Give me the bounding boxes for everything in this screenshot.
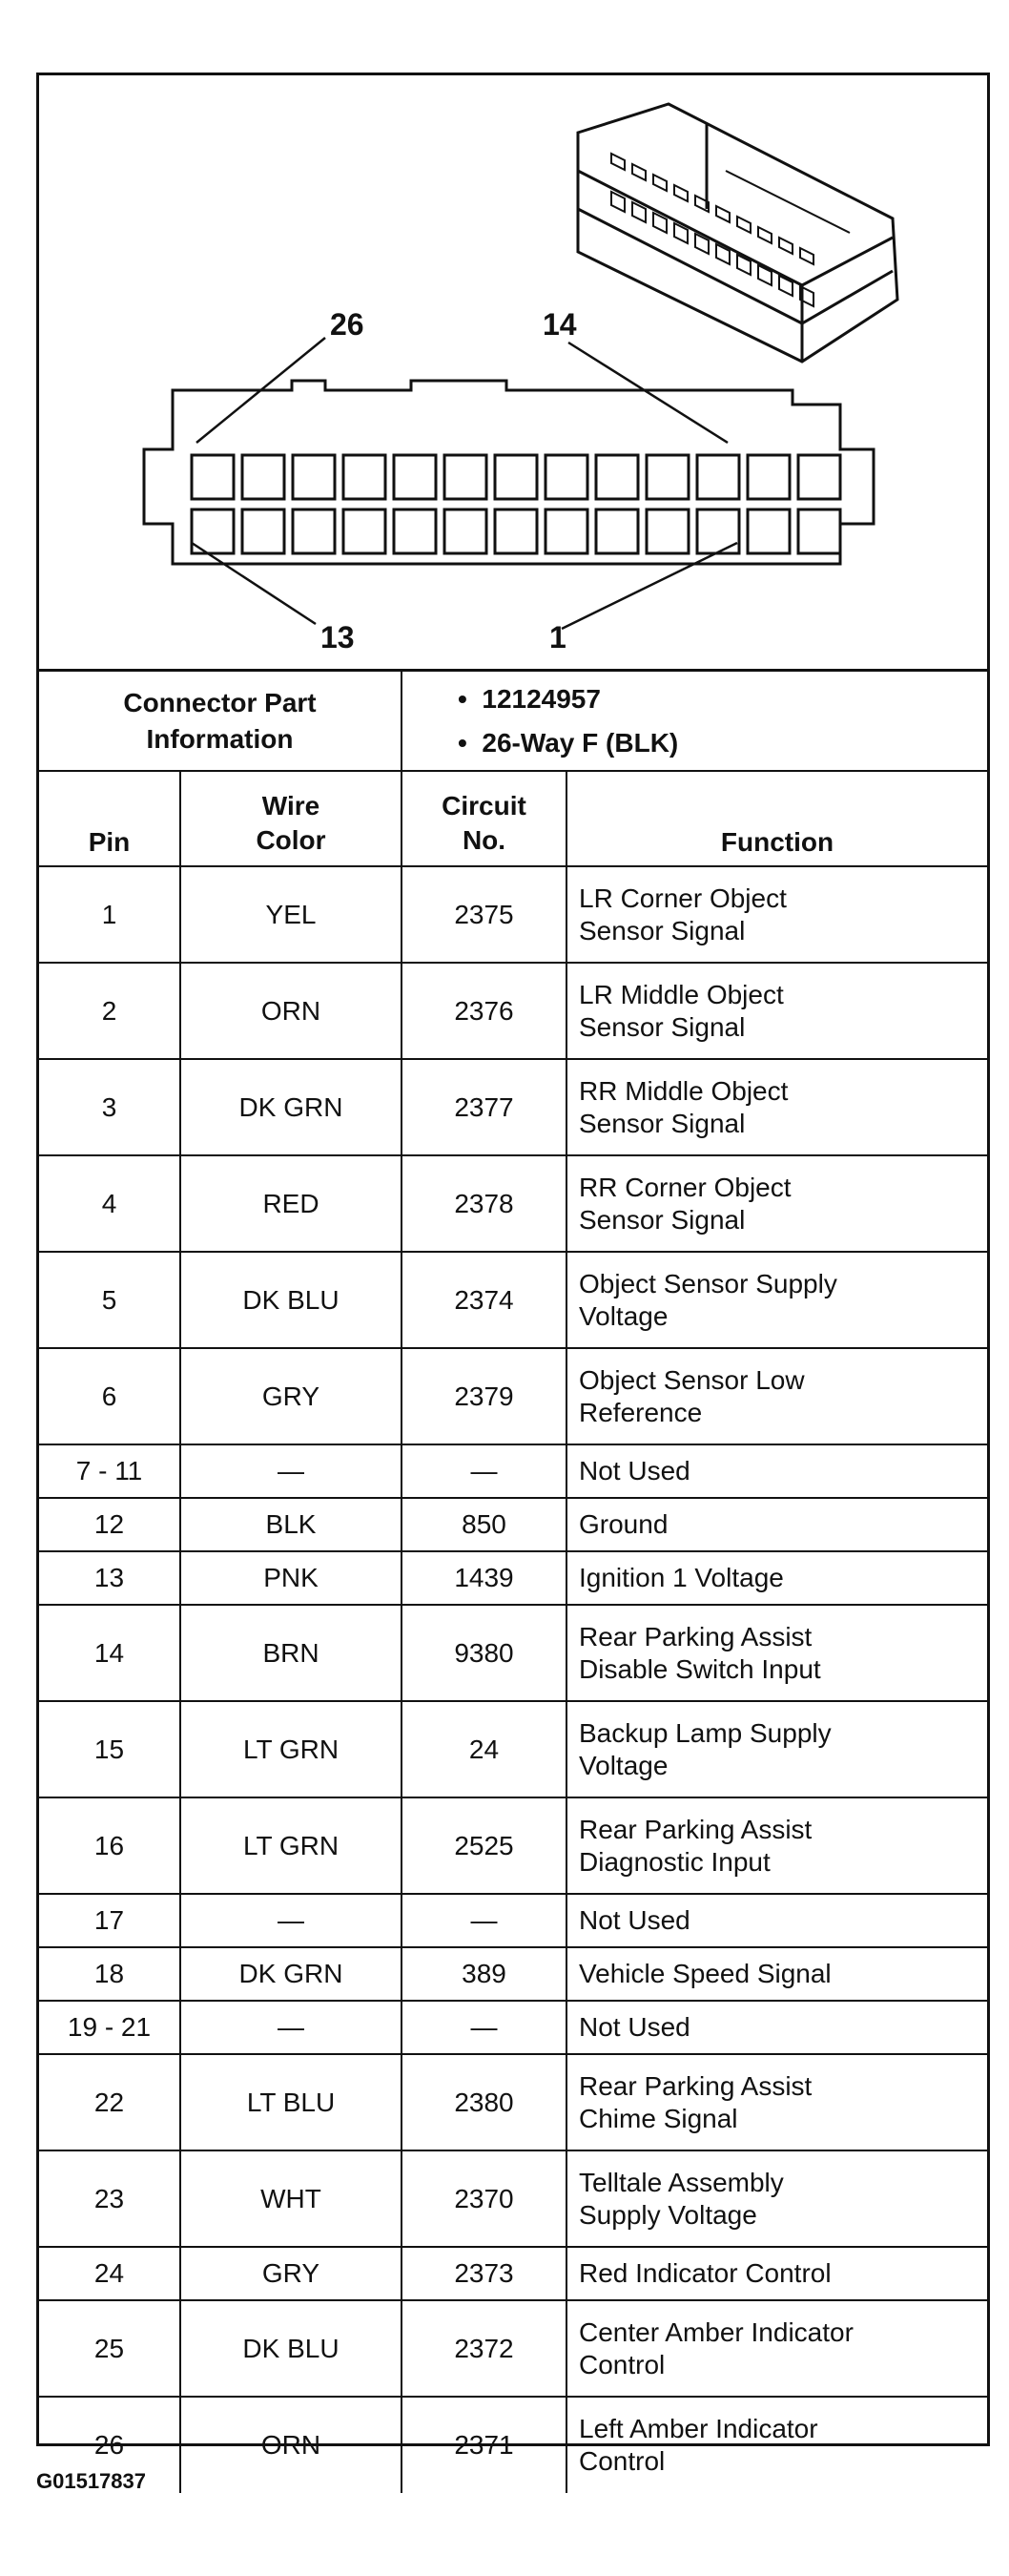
wire-color-cell: LT GRN bbox=[180, 1701, 402, 1797]
function-cell bbox=[566, 2001, 987, 2054]
col-header-circuit-line2: No. bbox=[462, 825, 506, 855]
function-line2: Control bbox=[579, 2446, 666, 2476]
wire-color-cell: PNK bbox=[180, 1551, 402, 1605]
pin-cell: 3 bbox=[39, 1059, 180, 1155]
circuit-cell: 2525 bbox=[402, 1797, 566, 1894]
circuit-cell: 2380 bbox=[402, 2054, 566, 2150]
function-cell bbox=[566, 1701, 987, 1797]
wire-color-cell: DK GRN bbox=[180, 1059, 402, 1155]
function-line1: Object Sensor Supply bbox=[579, 1268, 837, 1298]
wire-color-cell: ORN bbox=[180, 963, 402, 1059]
function-line1: Center Amber Indicator bbox=[579, 2316, 854, 2347]
pin-label-26: 26 bbox=[330, 307, 364, 342]
table-row bbox=[39, 2300, 987, 2397]
wire-color-cell: WHT bbox=[180, 2150, 402, 2247]
function-cell bbox=[566, 866, 987, 963]
connector-diagram bbox=[39, 75, 987, 672]
connector-info-label-line1: Connector Part bbox=[123, 687, 317, 717]
col-header-wire-color-line1: Wire bbox=[261, 791, 320, 821]
wire-color-cell: LT GRN bbox=[180, 1797, 402, 1894]
pin-cell: 14 bbox=[39, 1605, 180, 1701]
table-row bbox=[39, 2054, 987, 2150]
function-line2: Sensor Signal bbox=[579, 915, 746, 945]
table-row bbox=[39, 866, 987, 963]
connector-isometric-illustration bbox=[578, 104, 897, 362]
connector-description: • 26-Way F (BLK) bbox=[458, 721, 987, 765]
wire-color-cell: YEL bbox=[180, 866, 402, 963]
wire-color-cell: DK BLU bbox=[180, 1252, 402, 1348]
function-cell bbox=[566, 2397, 987, 2493]
connector-face bbox=[144, 381, 874, 564]
table-row bbox=[39, 2247, 987, 2300]
pin-cell: 15 bbox=[39, 1701, 180, 1797]
function-line1: Red Indicator Control bbox=[579, 2258, 832, 2288]
wire-color-cell: — bbox=[180, 2001, 402, 2054]
pin-cell: 2 bbox=[39, 963, 180, 1059]
connector-part-number: • 12124957 bbox=[458, 677, 987, 721]
col-header-pin: Pin bbox=[39, 771, 180, 866]
col-header-function: Function bbox=[566, 771, 987, 866]
pin-cell: 26 bbox=[39, 2397, 180, 2493]
circuit-cell: 2371 bbox=[402, 2397, 566, 2493]
function-cell bbox=[566, 1348, 987, 1444]
circuit-cell: — bbox=[402, 2001, 566, 2054]
col-header-circuit-line1: Circuit bbox=[442, 791, 526, 821]
circuit-cell: 2375 bbox=[402, 866, 566, 963]
table-row bbox=[39, 1947, 987, 2001]
pin-cell: 17 bbox=[39, 1894, 180, 1947]
connector-info-label-line2: Information bbox=[146, 723, 294, 754]
pin-label-14: 14 bbox=[543, 307, 577, 342]
function-cell bbox=[566, 2300, 987, 2397]
function-cell bbox=[566, 1059, 987, 1155]
table-row bbox=[39, 1348, 987, 1444]
function-cell bbox=[566, 1155, 987, 1252]
table-row bbox=[39, 963, 987, 1059]
function-line1: Object Sensor Low bbox=[579, 1364, 805, 1395]
function-line2: Diagnostic Input bbox=[579, 1846, 771, 1877]
function-line2: Sensor Signal bbox=[579, 1108, 746, 1138]
pinout-table bbox=[39, 672, 987, 2493]
wire-color-cell: ORN bbox=[180, 2397, 402, 2493]
pin-cell: 24 bbox=[39, 2247, 180, 2300]
wire-color-cell: BRN bbox=[180, 1605, 402, 1701]
table-row bbox=[39, 1155, 987, 1252]
circuit-cell: 2377 bbox=[402, 1059, 566, 1155]
pin-cell: 23 bbox=[39, 2150, 180, 2247]
wire-color-cell: GRY bbox=[180, 1348, 402, 1444]
circuit-cell: — bbox=[402, 1894, 566, 1947]
table-row bbox=[39, 1894, 987, 1947]
table-row bbox=[39, 1059, 987, 1155]
wire-color-cell: RED bbox=[180, 1155, 402, 1252]
pin-cell: 25 bbox=[39, 2300, 180, 2397]
circuit-cell: 2378 bbox=[402, 1155, 566, 1252]
figure-id: G01517837 bbox=[36, 2469, 146, 2493]
table-row bbox=[39, 1701, 987, 1797]
col-header-circuit bbox=[402, 771, 566, 866]
pin-cell: 4 bbox=[39, 1155, 180, 1252]
function-line1: Left Amber Indicator bbox=[579, 2414, 818, 2443]
pin-label-1: 1 bbox=[549, 620, 566, 654]
pin-cell: 7 - 11 bbox=[39, 1444, 180, 1498]
function-cell bbox=[566, 1947, 987, 2001]
function-cell bbox=[566, 1797, 987, 1894]
function-line1: Vehicle Speed Signal bbox=[579, 1959, 832, 1988]
function-line1: Rear Parking Assist bbox=[579, 1621, 813, 1652]
col-header-wire-color bbox=[180, 771, 402, 866]
connector-info-values bbox=[402, 672, 987, 771]
circuit-cell: 2379 bbox=[402, 1348, 566, 1444]
circuit-cell: — bbox=[402, 1444, 566, 1498]
connector-face-drawing bbox=[39, 75, 987, 669]
function-line1: RR Corner Object bbox=[579, 1172, 792, 1202]
function-cell bbox=[566, 1252, 987, 1348]
function-line2: Voltage bbox=[579, 1750, 669, 1780]
wire-color-cell: DK GRN bbox=[180, 1947, 402, 2001]
function-line1: LR Corner Object bbox=[579, 883, 787, 913]
function-line1: RR Middle Object bbox=[579, 1075, 789, 1106]
pin-cell: 1 bbox=[39, 866, 180, 963]
pin-cell: 18 bbox=[39, 1947, 180, 2001]
function-line1: Rear Parking Assist bbox=[579, 2070, 813, 2101]
function-cell bbox=[566, 1551, 987, 1605]
table-row bbox=[39, 2001, 987, 2054]
table-row bbox=[39, 1797, 987, 1894]
function-line1: Ground bbox=[579, 1509, 669, 1539]
wire-color-cell: DK BLU bbox=[180, 2300, 402, 2397]
pin-cell: 13 bbox=[39, 1551, 180, 1605]
connector-info-label bbox=[39, 672, 402, 771]
pin-label-13: 13 bbox=[320, 620, 355, 654]
circuit-cell: 2372 bbox=[402, 2300, 566, 2397]
function-cell bbox=[566, 1894, 987, 1947]
circuit-cell: 389 bbox=[402, 1947, 566, 2001]
function-line2: Voltage bbox=[579, 1300, 669, 1331]
circuit-cell: 1439 bbox=[402, 1551, 566, 1605]
circuit-cell: 24 bbox=[402, 1701, 566, 1797]
pin-cell: 6 bbox=[39, 1348, 180, 1444]
function-cell bbox=[566, 2150, 987, 2247]
header-row bbox=[39, 771, 987, 866]
function-line2: Reference bbox=[579, 1397, 703, 1427]
function-line1: Backup Lamp Supply bbox=[579, 1717, 832, 1748]
function-line1: Ignition 1 Voltage bbox=[579, 1563, 784, 1592]
function-cell bbox=[566, 2054, 987, 2150]
wire-color-cell: — bbox=[180, 1444, 402, 1498]
function-cell bbox=[566, 1498, 987, 1551]
wire-color-cell: — bbox=[180, 1894, 402, 1947]
circuit-cell: 2374 bbox=[402, 1252, 566, 1348]
function-line1: Not Used bbox=[579, 1905, 690, 1935]
function-cell bbox=[566, 1605, 987, 1701]
function-line2: Sensor Signal bbox=[579, 1204, 746, 1235]
connector-sheet bbox=[36, 73, 990, 2476]
wire-color-cell: BLK bbox=[180, 1498, 402, 1551]
circuit-cell: 850 bbox=[402, 1498, 566, 1551]
pin-cell: 12 bbox=[39, 1498, 180, 1551]
table-row bbox=[39, 2397, 987, 2493]
connector-info-row bbox=[39, 672, 987, 771]
function-line2: Sensor Signal bbox=[579, 1011, 746, 1042]
function-line2: Control bbox=[579, 2349, 666, 2379]
function-line1: Not Used bbox=[579, 2012, 690, 2042]
function-line2: Supply Voltage bbox=[579, 2199, 757, 2230]
wire-color-cell: GRY bbox=[180, 2247, 402, 2300]
table-row bbox=[39, 1498, 987, 1551]
function-cell bbox=[566, 963, 987, 1059]
table-row bbox=[39, 2150, 987, 2247]
function-line1: LR Middle Object bbox=[579, 979, 784, 1009]
circuit-cell: 2370 bbox=[402, 2150, 566, 2247]
col-header-wire-color-line2: Color bbox=[256, 825, 326, 855]
circuit-cell: 2376 bbox=[402, 963, 566, 1059]
table-row bbox=[39, 1252, 987, 1348]
circuit-cell: 9380 bbox=[402, 1605, 566, 1701]
table-row bbox=[39, 1444, 987, 1498]
function-line1: Rear Parking Assist bbox=[579, 1814, 813, 1844]
function-cell bbox=[566, 2247, 987, 2300]
function-line2: Disable Switch Input bbox=[579, 1653, 821, 1684]
pin-cell: 16 bbox=[39, 1797, 180, 1894]
pin-cell: 5 bbox=[39, 1252, 180, 1348]
pin-cell: 19 - 21 bbox=[39, 2001, 180, 2054]
function-line1: Telltale Assembly bbox=[579, 2167, 784, 2197]
function-line1: Not Used bbox=[579, 1456, 690, 1485]
table-row bbox=[39, 1605, 987, 1701]
pin-cell: 22 bbox=[39, 2054, 180, 2150]
wire-color-cell: LT BLU bbox=[180, 2054, 402, 2150]
function-line2: Chime Signal bbox=[579, 2103, 738, 2133]
circuit-cell: 2373 bbox=[402, 2247, 566, 2300]
function-cell bbox=[566, 1444, 987, 1498]
table-row bbox=[39, 1551, 987, 1605]
